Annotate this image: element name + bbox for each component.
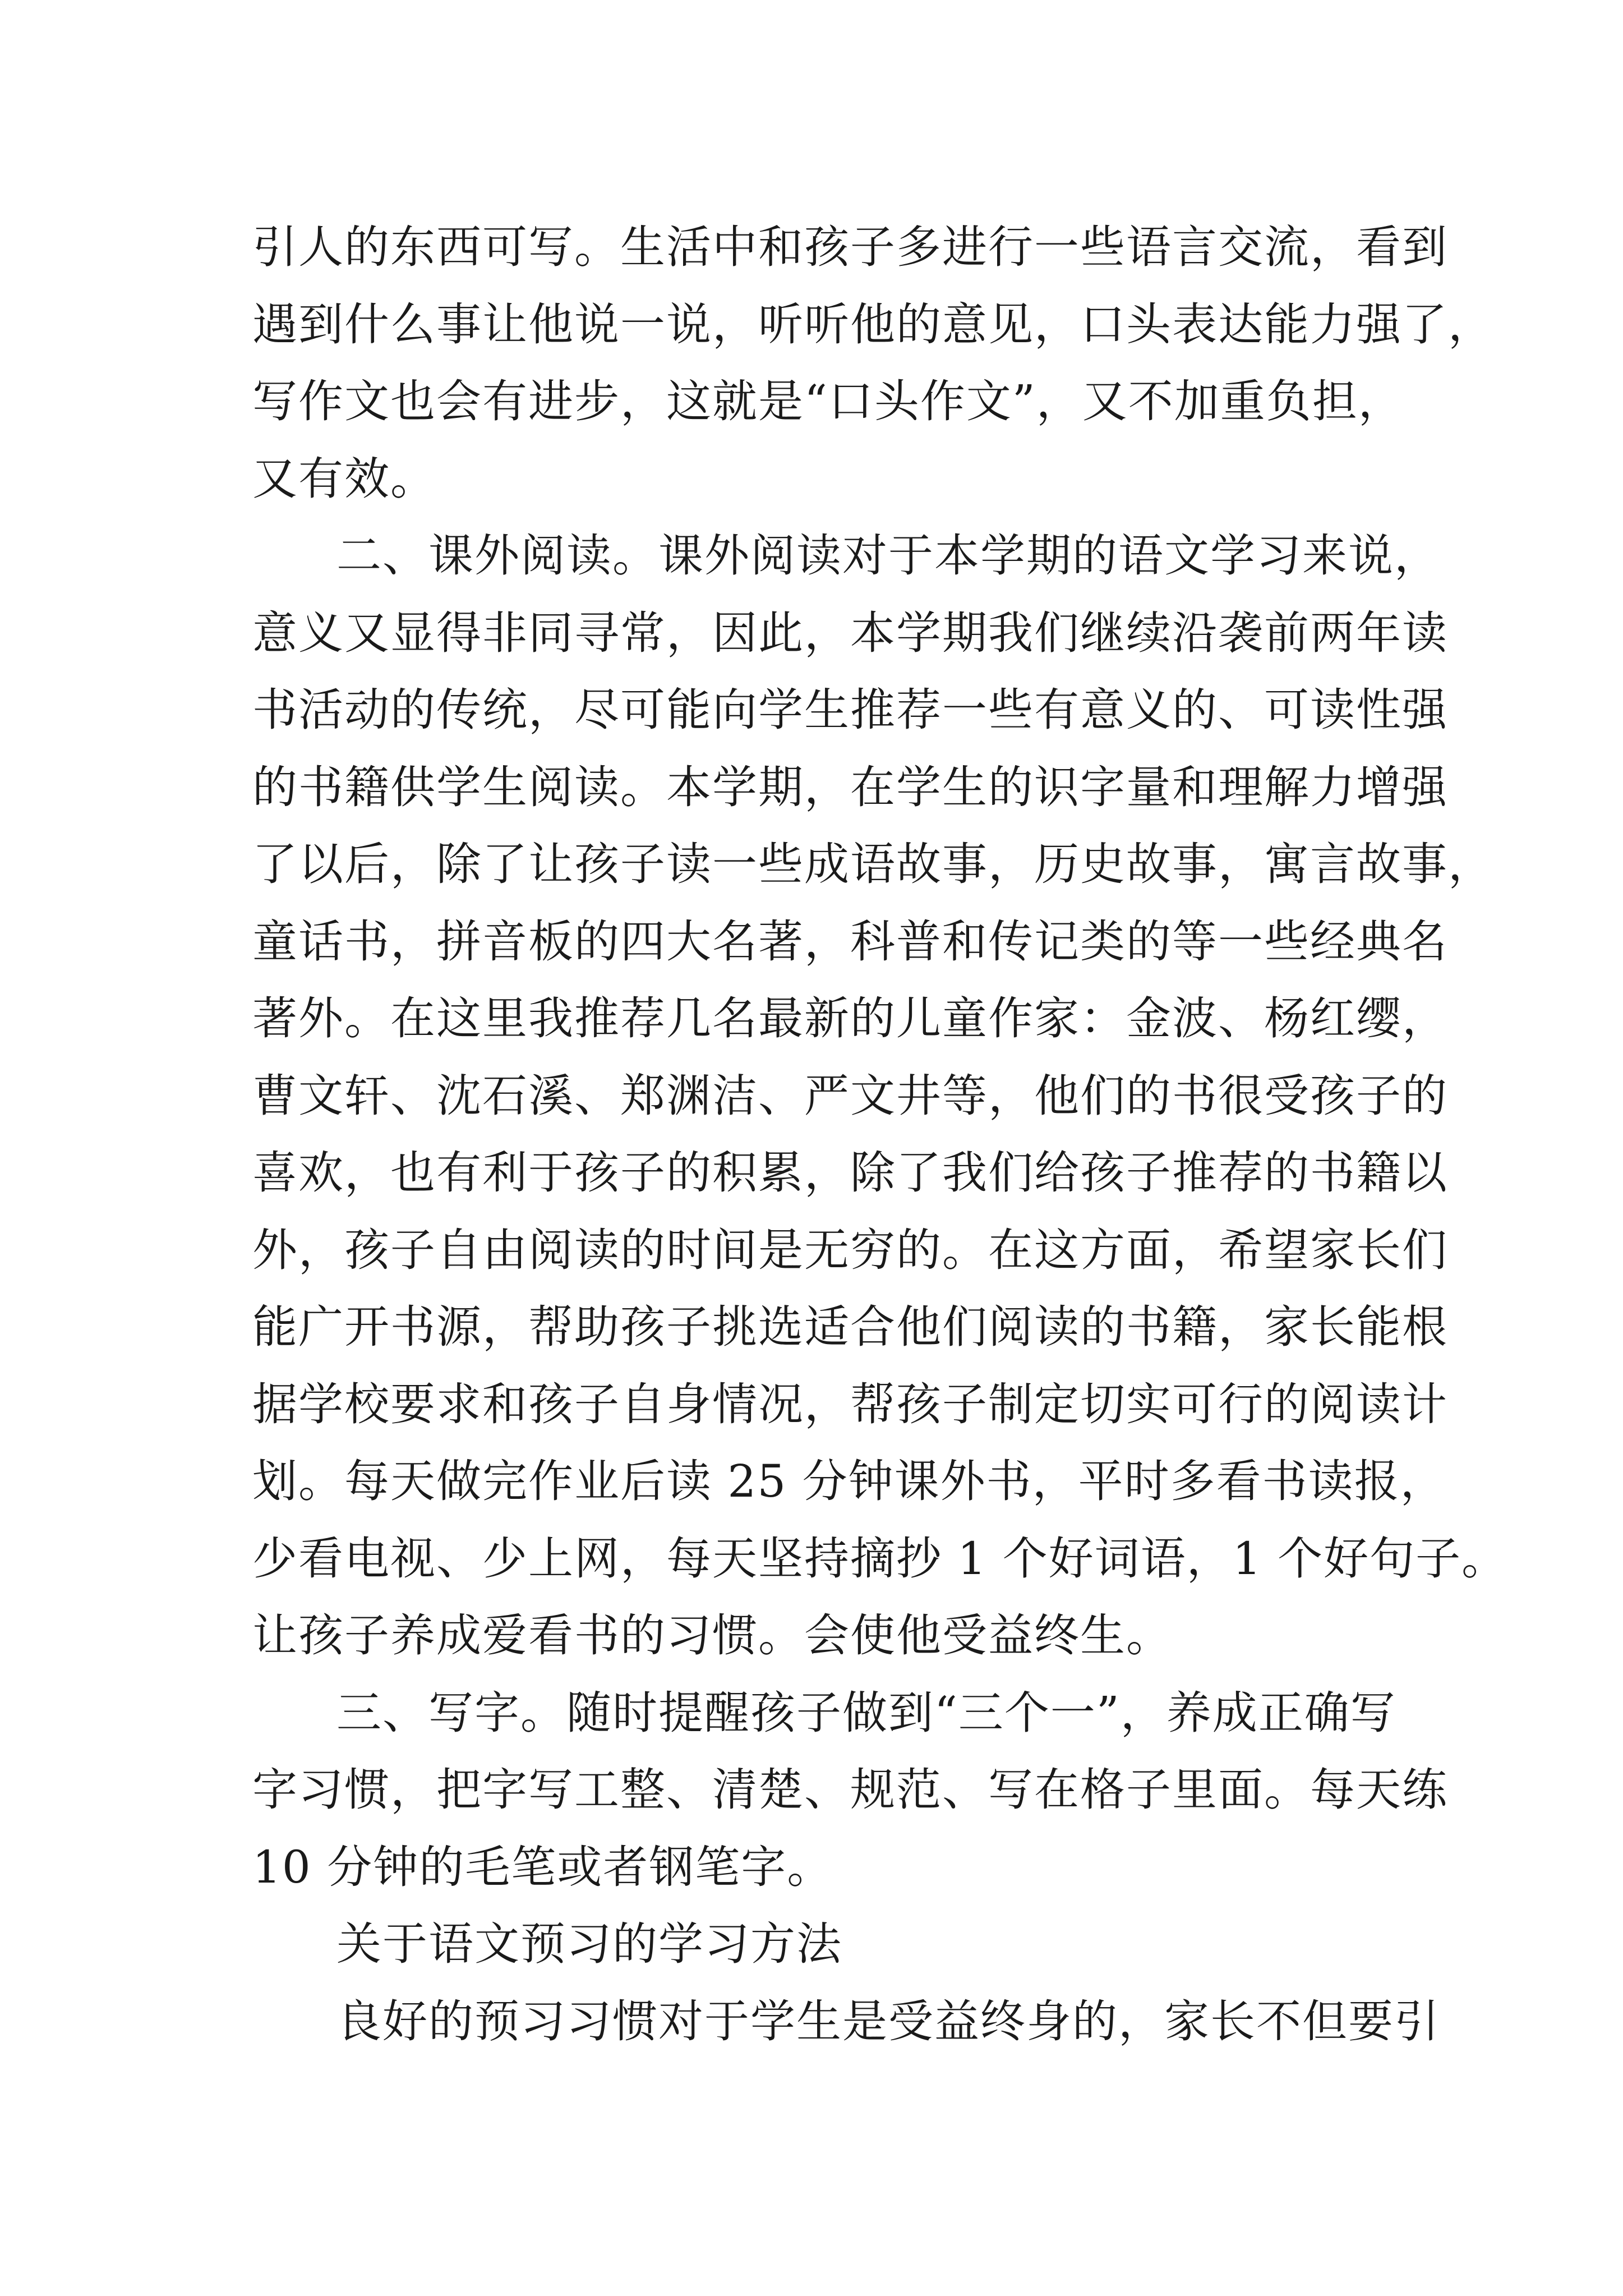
text-line: 遇到什么事让他说一说，听听他的意见，口头表达能力强了，	[252, 298, 1494, 351]
section-heading-line: 三、写字。随时提醒孩子做到“三个一”，养成正确写	[336, 1686, 1396, 1739]
document-body	[252, 209, 1508, 2060]
subtitle-line: 关于语文预习的学习方法	[336, 1918, 842, 1970]
section-heading-line: 二、课外阅读。课外阅读对于本学期的语文学习来说，	[336, 530, 1440, 582]
text-line: 了以后，除了让孩子读一些成语故事，历史故事，寓言故事，	[252, 838, 1494, 890]
text-line: 书活动的传统，尽可能向学生推荐一些有意义的、可读性强	[252, 684, 1448, 736]
text-line: 据学校要求和孩子自身情况，帮孩子制定切实可行的阅读计	[252, 1378, 1448, 1430]
text-line: 又有效。	[252, 452, 436, 505]
text-line: 引人的东西可写。生活中和孩子多进行一些语言交流，看到	[252, 221, 1448, 273]
text-line: 的书籍供学生阅读。本学期，在学生的识字量和理解力增强	[252, 761, 1448, 813]
text-line: 写作文也会有进步，这就是“口头作文”，又不加重负担，	[252, 375, 1404, 427]
paragraph-start-line: 良好的预习习惯对于学生是受益终身的，家长不但要引	[336, 1995, 1440, 2047]
text-line: 10 分钟的毛笔或者钢笔字。	[252, 1841, 833, 1893]
text-line: 意义又显得非同寻常，因此，本学期我们继续沿袭前两年读	[252, 606, 1448, 659]
text-line: 少看电视、少上网，每天坚持摘抄 1 个好词语，1 个好句子。	[252, 1532, 1508, 1585]
text-line: 外，孩子自由阅读的时间是无穷的。在这方面，希望家长们	[252, 1223, 1448, 1276]
text-line: 让孩子养成爱看书的习惯。会使他受益终生。	[252, 1609, 1172, 1662]
text-line: 能广开书源，帮助孩子挑选适合他们阅读的书籍，家长能根	[252, 1301, 1448, 1353]
text-line: 喜欢，也有利于孩子的积累，除了我们给孩子推荐的书籍以	[252, 1147, 1448, 1199]
text-line: 童话书，拼音板的四大名著，科普和传记类的等一些经典名	[252, 915, 1448, 968]
text-line: 曹文轩、沈石溪、郑渊洁、严文井等，他们的书很受孩子的	[252, 1069, 1448, 1122]
text-line: 著外。在这里我推荐几名最新的儿童作家：金波、杨红缨，	[252, 992, 1448, 1045]
text-line: 字习惯，把字写工整、清楚、规范、写在格子里面。每天练	[252, 1764, 1448, 1816]
text-line: 划。每天做完作业后读 25 分钟课外书，平时多看书读报，	[252, 1455, 1446, 1507]
